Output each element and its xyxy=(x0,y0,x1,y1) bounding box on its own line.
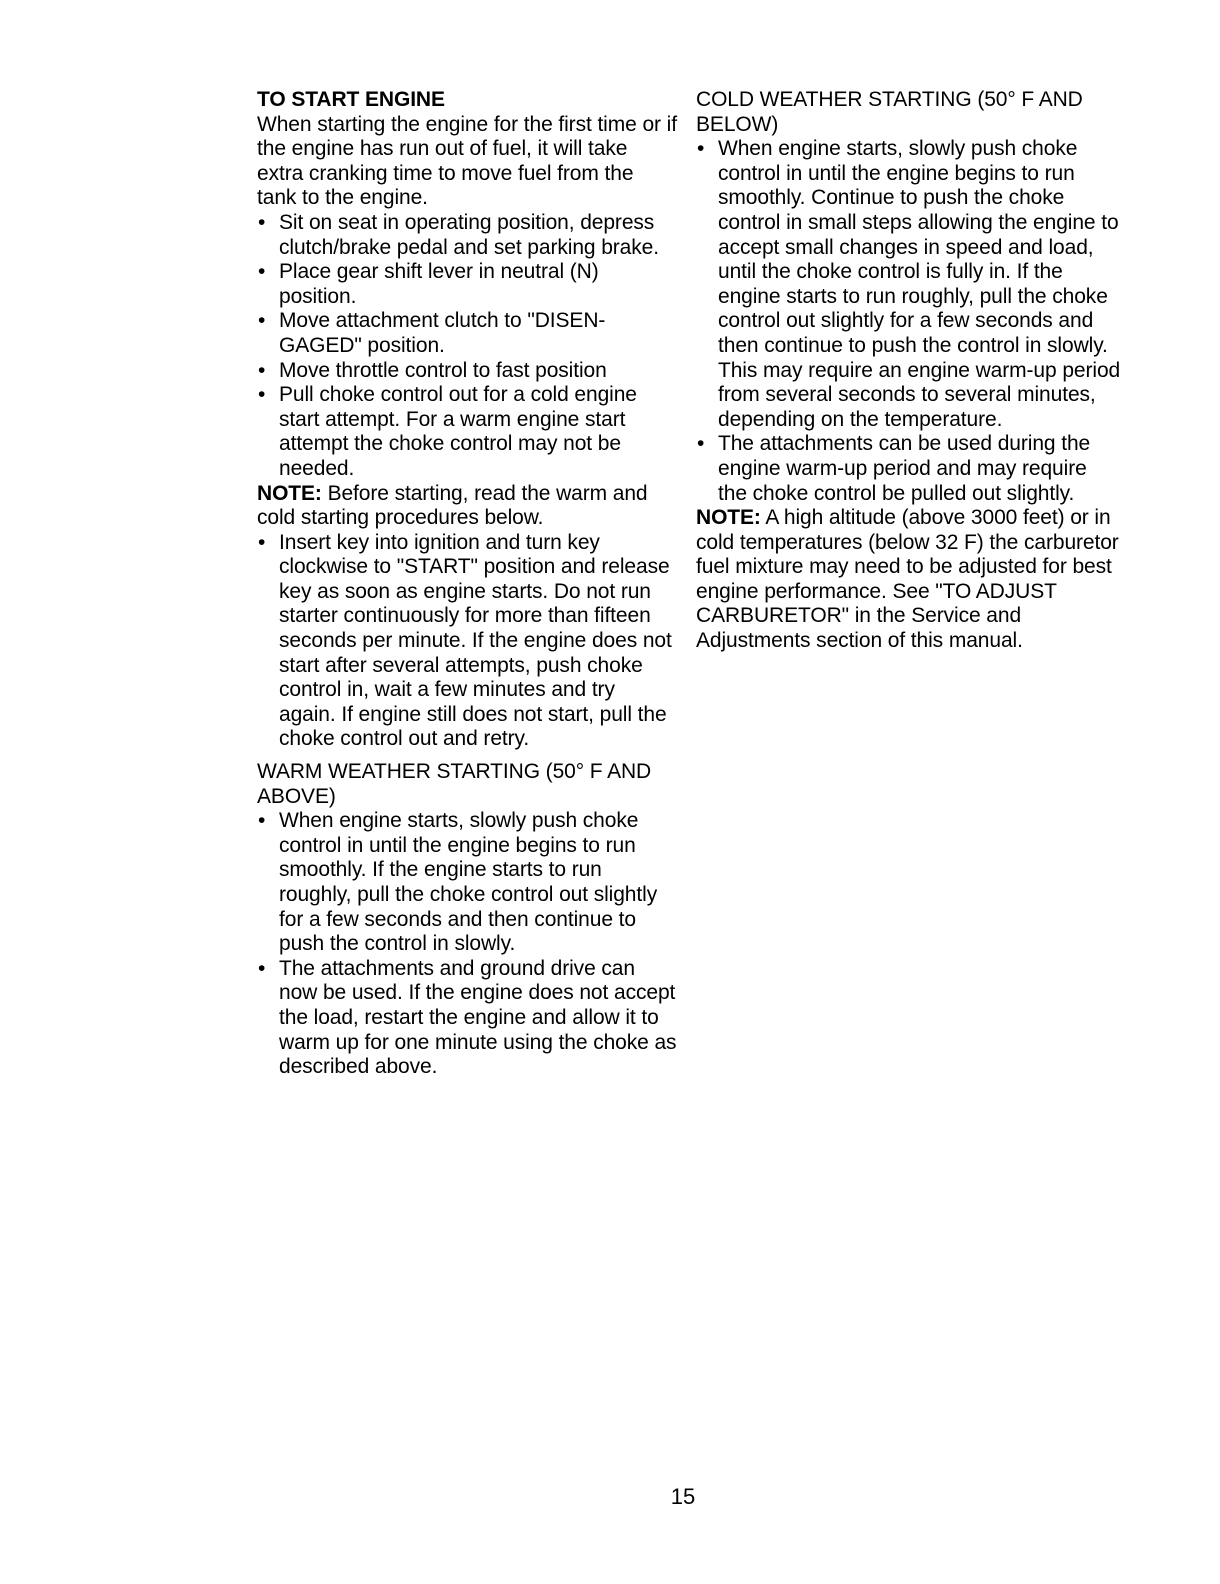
bullet-icon: • xyxy=(697,432,705,456)
intro-paragraph: When starting the engine for the first time or if the engine has run out of fuel, it will take extra cranking time to move fuel from the tank to the engine. xyxy=(257,112,677,210)
start-steps-list xyxy=(257,211,677,482)
bullet-icon: • xyxy=(258,383,266,407)
ignition-steps-list xyxy=(257,531,677,752)
cold-weather-list xyxy=(696,137,1121,506)
section-heading-start-engine: TO START ENGINE xyxy=(257,88,445,111)
bullet-icon: • xyxy=(258,210,266,234)
bullet-icon: • xyxy=(258,358,266,382)
bullet-icon: • xyxy=(258,530,266,554)
bullet-icon: • xyxy=(258,260,266,284)
note-text: A high altitude (above 3000 feet) or in cold temperatures (below 32 F) the carburetor fuel mixture may need to be adjusted for best engine performance. See "TO ADJUST CARBURETOR" in the Service and Adjustments section of this manual. xyxy=(696,506,1119,653)
left-column xyxy=(257,88,677,1080)
note-paragraph xyxy=(696,506,1121,654)
warm-weather-list xyxy=(257,809,677,1080)
note-label: NOTE: xyxy=(696,506,761,530)
cold-weather-heading: COLD WEATHER STARTING (50° F AND BELOW) xyxy=(696,88,1083,136)
list-item: • Pull choke control out for a cold engine start attempt. For a warm engine start attempt the choke control may not be needed. xyxy=(258,383,637,480)
right-column xyxy=(696,88,1121,654)
list-item: • When engine starts, slowly push choke control in until the engine begins to run smoothly. If the engine starts to run roughly, pull the choke control out slightly for a few seconds and then continue to push the control in slowly. xyxy=(258,809,658,956)
bullet-icon: • xyxy=(258,956,266,980)
bullet-icon: • xyxy=(258,309,266,333)
note-paragraph xyxy=(257,482,677,531)
list-item: • Place gear shift lever in neutral (N) position. xyxy=(258,260,599,308)
list-item: • When engine starts, slowly push choke control in until the engine begins to run smoothly. Continue to push the choke control in small steps allowing the engine to accept small changes in speed and load, until the choke control is fully in. If the engine starts to run roughly, pull the choke control out slightly for a few seconds and then continue to push the control in slowly. This may require an engine warm-up period from several seconds to several minutes, depending on the temperature. xyxy=(697,137,1121,431)
bullet-icon: • xyxy=(258,809,266,833)
list-item: • Sit on seat in operating position, depress clutch/brake pedal and set parking brake. xyxy=(258,210,659,259)
list-item: • The attachments can be used during the engine warm-up period and may require the choke control be pulled out slightly. xyxy=(697,432,1091,505)
page-number: 15 xyxy=(670,1484,696,1509)
warm-weather-heading: WARM WEATHER STARTING (50° F AND ABOVE) xyxy=(257,760,652,808)
note-text: Before starting, read the warm and cold starting procedures below. xyxy=(257,481,648,530)
list-item: • Move attachment clutch to "DISEN-GAGED" position. xyxy=(258,309,606,357)
list-item: • The attachments and ground drive can now be used. If the engine does not accept the load, restart the engine and allow it to warm up for one minute using the choke as described above. xyxy=(258,956,677,1079)
list-item: • Insert key into ignition and turn key clockwise to "START" position and release key as soon as engine starts. Do not run starter continuously for more than fifteen seconds per minute. If the engine does not start after several attempts, push choke control in, wait a few minutes and try again. If engine still does not start, pull the choke control out and retry. xyxy=(258,530,672,751)
list-item: • Move throttle control to fast position xyxy=(258,358,607,382)
note-label: NOTE: xyxy=(257,481,322,505)
bullet-icon: • xyxy=(697,137,705,161)
